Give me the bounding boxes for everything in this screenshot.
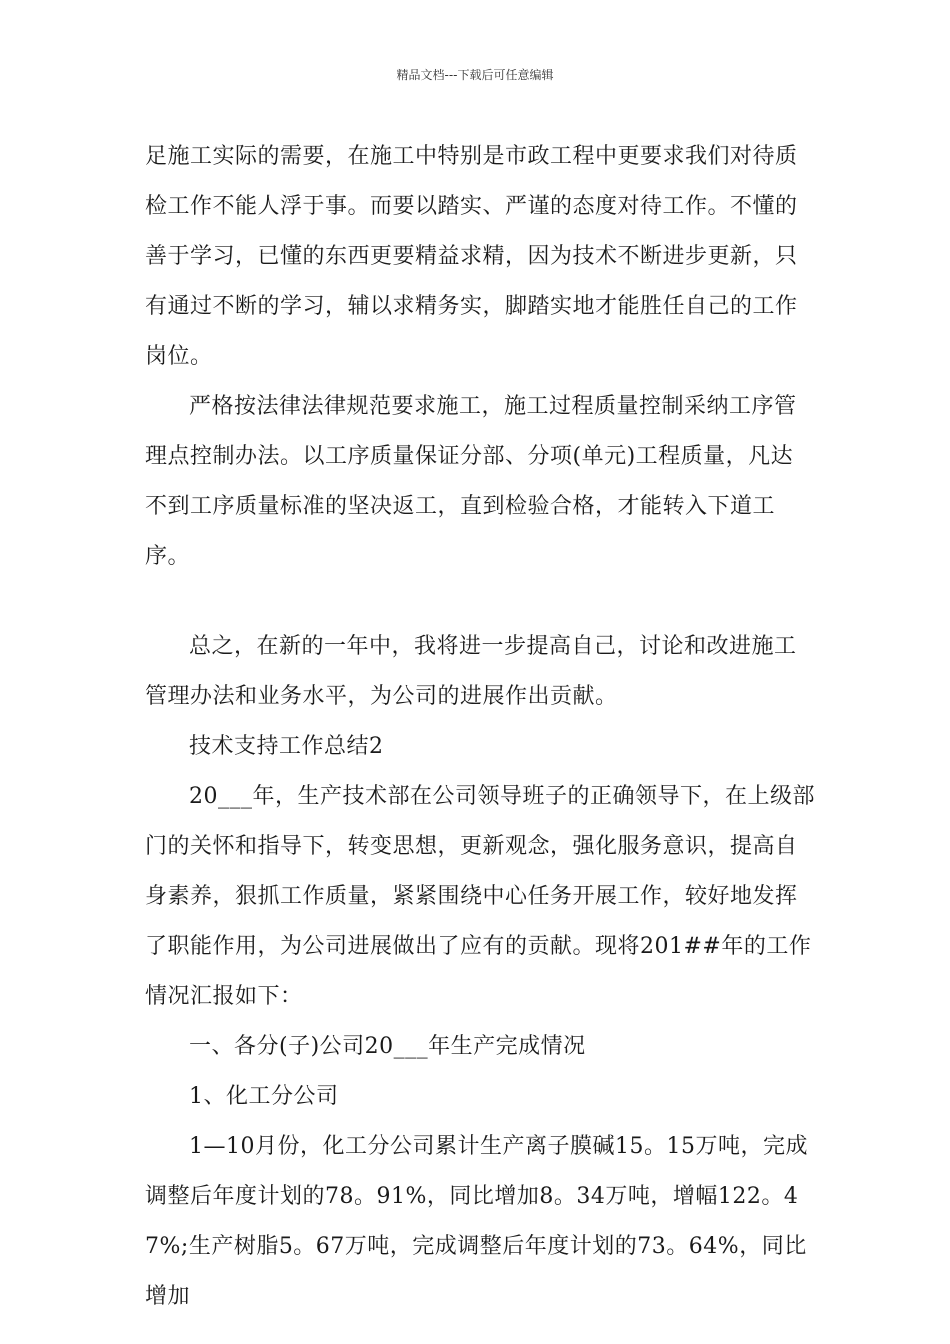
paragraph-production-stats: 1—10月份，化工分公司累计生产离子膜碱15。15万吨，完成调整后年度计划的78。91%，同比增加8。34万吨，增幅122。47%;生产树脂5。67万吨，完成调整后年度计划的73。64%，同比增加 <box>145 1134 808 1309</box>
paragraph-continuation: 足施工实际的需要，在施工中特别是市政工程中更要求我们对待质检工作不能人浮于事。而要以踏实、严谨的态度对待工作。不懂的善于学习，已懂的东西更要精益求精，因为技术不断进步更新，只有通过不断的学习，辅以求精务实，脚踏实地才能胜任自己的工作岗位。 <box>145 144 798 369</box>
subsection-heading-1: 1、化工分公司 <box>189 1084 339 1109</box>
paragraph-construction-standards: 严格按法律法律规范要求施工，施工过程质量控制采纳工序管理点控制办法。以工序质量保证分部、分项(单元)工程质量，凡达不到工序质量标准的坚决返工，直到检验合格，才能转入下道工序。 <box>145 394 797 569</box>
paragraph-intro: 20___年，生产技术部在公司领导班子的正确领导下，在上级部门的关怀和指导下，转变思想，更新观念，强化服务意识，提高自身素养，狠抓工作质量，紧紧围绕中心任务开展工作，较好地发挥了职能作用，为公司进展做出了应有的贡献。现将201##年的工作情况汇报如下： <box>145 784 815 1009</box>
section-title: 技术支持工作总结2 <box>189 734 384 759</box>
paragraph-gap <box>145 582 815 622</box>
document-body <box>145 132 815 1322</box>
paragraph-conclusion: 总之，在新的一年中，我将进一步提高自己，讨论和改进施工管理办法和业务水平，为公司的进展作出贡献。 <box>145 634 797 709</box>
section-heading-1: 一、各分(子)公司20___年生产完成情况 <box>189 1034 586 1059</box>
page-header: 精品文档---下载后可任意编辑 <box>396 68 554 82</box>
